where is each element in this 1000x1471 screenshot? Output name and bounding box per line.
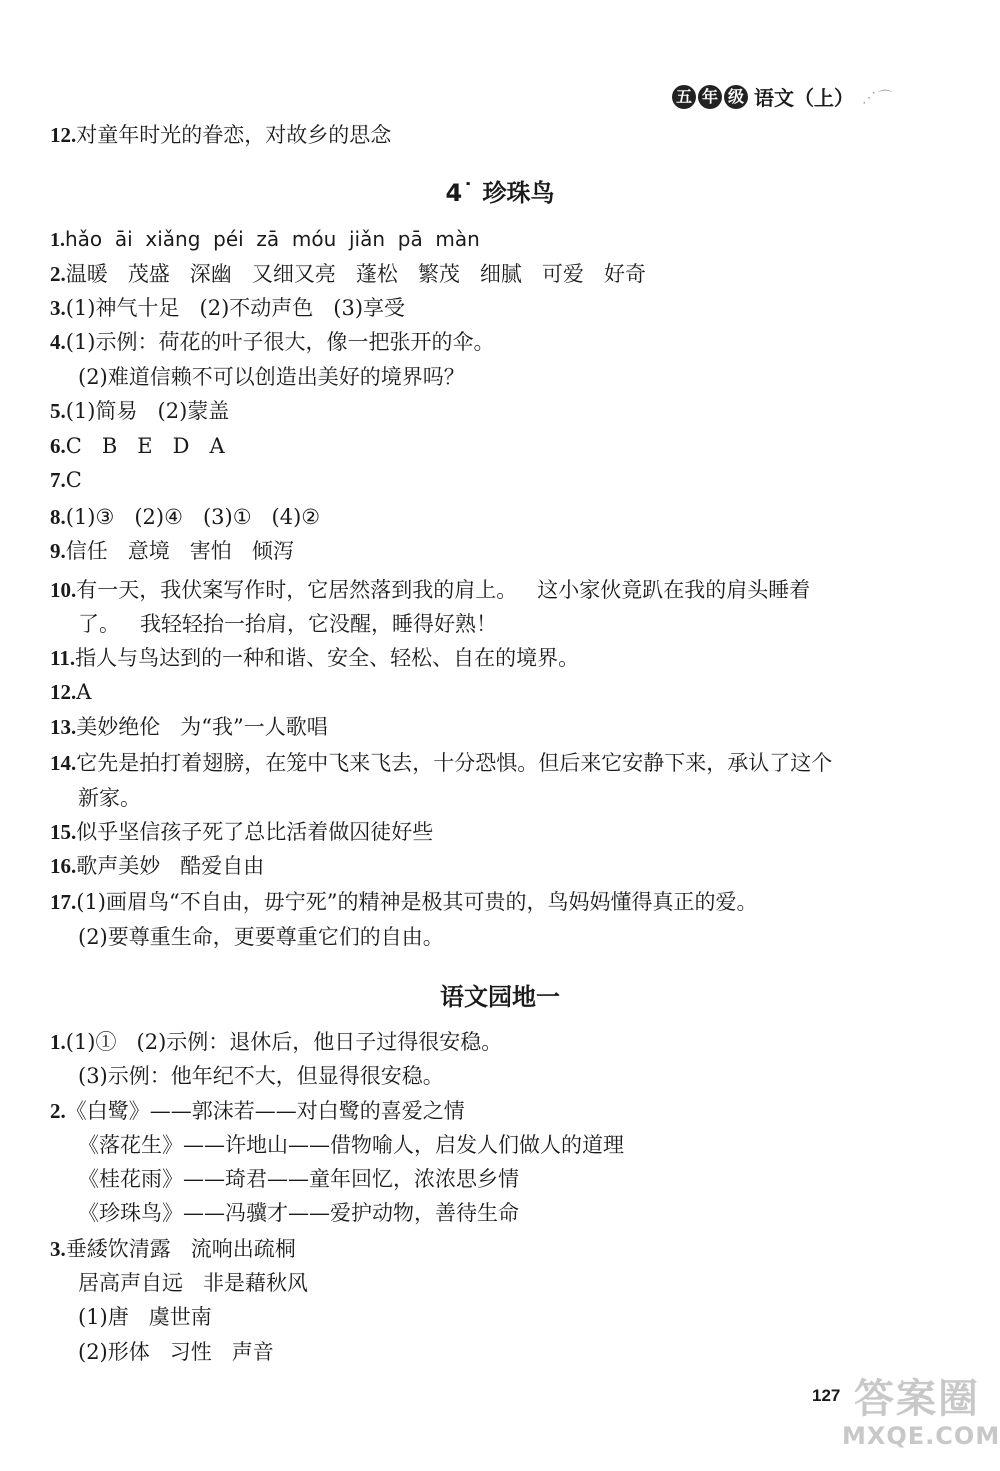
answer-line: [50, 712, 328, 742]
answer-line: [78, 1337, 274, 1367]
item-text: (2)形体 习性 声音: [78, 1340, 274, 1364]
answer-line: [78, 1130, 624, 1160]
item-number: 13.: [50, 715, 77, 739]
item-number: 7.: [50, 468, 66, 492]
answer-line: [78, 1061, 444, 1091]
item-text: (3)示例：他年纪不大，但显得很安稳。: [78, 1064, 444, 1088]
item-text: 似乎坚信孩子死了总比活着做囚徒好些: [76, 820, 434, 844]
intro-answer-line: [50, 120, 391, 150]
answer-line: [50, 575, 810, 605]
item-number: 17.: [50, 890, 77, 914]
item-text: (1)③ (2)④ (3)① (4)②: [65, 505, 321, 529]
item-text: 美妙绝伦 为“我”一人歌唱: [76, 715, 328, 739]
answer-line: [50, 1234, 296, 1264]
answer-line: [50, 677, 91, 707]
item-number: 2.: [50, 262, 66, 286]
item-text: (1)神气十足 (2)不动声色 (3)享受: [65, 296, 406, 320]
answer-line: [50, 536, 294, 566]
grade-char: 年: [698, 85, 722, 109]
item-text: A: [76, 680, 92, 704]
answer-line: [50, 748, 832, 778]
item-text: 居高声自远 非是藉秋风: [78, 1271, 309, 1295]
item-text: (1)画眉鸟“不自由，毋宁死”的精神是极其可贵的，鸟妈妈懂得真正的爱。: [76, 890, 758, 914]
item-text: 温暖 茂盛 深幽 又细又亮 蓬松 繁茂 细腻 可爱 好奇: [65, 262, 646, 286]
item-text: (2)难道信赖不可以创造出美好的境界吗？: [78, 365, 465, 389]
item-number: 14.: [50, 751, 77, 775]
item-number: 2.: [50, 1099, 66, 1123]
answer-line: [50, 259, 646, 289]
item-number: 5.: [50, 399, 66, 423]
item-text: (1)示例：荷花的叶子很大，像一把张开的伞。: [65, 330, 495, 354]
grade-char: 级: [724, 85, 748, 109]
answer-line: [78, 922, 444, 952]
item-text: 对童年时光的眷恋，对故乡的思念: [76, 123, 392, 147]
answer-line: [50, 851, 264, 881]
section-title-yuwenyuandi: 语文园地一: [440, 983, 560, 1011]
item-text: 《珍珠鸟》——冯骥才——爱护动物，善待生命: [78, 1201, 519, 1225]
answer-line: [50, 817, 433, 847]
item-text: (1)简易 (2)蒙盖: [65, 399, 230, 423]
answer-line: [78, 1268, 308, 1298]
answer-line: [50, 293, 405, 323]
item-number: 1.: [50, 1030, 66, 1054]
answer-line: [50, 1096, 465, 1126]
item-number: 12.: [50, 680, 77, 704]
item-number: 4.: [50, 330, 66, 354]
item-text: 信任 意境 害怕 倾泻: [65, 539, 294, 563]
item-number: 11.: [50, 646, 76, 670]
item-number: 15.: [50, 820, 77, 844]
answer-line: [50, 1027, 502, 1057]
page-number: 127: [812, 1386, 841, 1405]
item-text: hǎo āi xiǎng péi zā móu jiǎn pā màn: [65, 227, 480, 251]
item-text: 《白鹭》——郭沫若——对白鹭的喜爱之情: [65, 1099, 465, 1123]
item-number: 16.: [50, 854, 77, 878]
answer-line: [78, 1302, 212, 1332]
answer-line: [78, 362, 465, 392]
grade-char: 五: [672, 85, 696, 109]
answer-line: [50, 224, 480, 254]
item-text: (1)唐 虞世南: [78, 1305, 212, 1329]
item-text: 《落花生》——许地山——借物喻人，启发人们做人的道理: [78, 1133, 624, 1157]
item-text: C B E D A: [65, 434, 225, 458]
item-text: 《桂花雨》——琦君——童年回忆，浓浓思乡情: [78, 1167, 519, 1191]
item-number: 12.: [50, 123, 77, 147]
answer-line: [50, 396, 229, 426]
item-number: 3.: [50, 296, 66, 320]
item-text: 有一天，我伏案写作时，它居然落到我的肩上。 这小家伙竟趴在我的肩头睡着: [76, 578, 811, 602]
watermark-logo-text: 答案圈: [854, 1376, 980, 1422]
item-text: 了。 我轻轻抬一抬肩，它没醒，睡得好熟！: [78, 612, 498, 636]
item-number: 10.: [50, 578, 77, 602]
answer-line: [50, 643, 579, 673]
answer-line: [78, 609, 497, 639]
item-text: C: [65, 468, 82, 492]
item-number: 6.: [50, 434, 66, 458]
item-text: 指人与鸟达到的一种和谐、安全、轻松、自在的境界。: [75, 646, 580, 670]
decoration-flourish: ⋰⌒: [862, 89, 894, 106]
watermark-url: MXQE.COM: [842, 1422, 1000, 1450]
watermark: [842, 1376, 1000, 1450]
item-number: 3.: [50, 1237, 66, 1261]
item-text: 歌声美妙 酷爱自由: [76, 854, 265, 878]
item-text: 垂緌饮清露 流响出疏桐: [65, 1237, 296, 1261]
answer-line: [50, 327, 495, 357]
item-number: 8.: [50, 505, 66, 529]
answer-line: [50, 887, 757, 917]
item-text: (1)① (2)示例：退休后，他日子过得很安稳。: [65, 1030, 503, 1054]
item-number: 9.: [50, 539, 66, 563]
answer-line: [78, 1198, 519, 1228]
answer-line: [78, 1164, 519, 1194]
subject-label: 语文（上）: [754, 86, 854, 110]
answer-line: [50, 465, 82, 495]
answer-line: [50, 502, 320, 532]
header-badge: [672, 82, 894, 111]
item-text: (2)要尊重生命，更要尊重它们的自由。: [78, 925, 444, 949]
section-title-zhenzhuniao: 4˙ 珍珠鸟: [445, 179, 555, 207]
item-number: 1.: [50, 229, 65, 251]
item-text: 它先是拍打着翅膀，在笼中飞来飞去，十分恐惧。但后来它安静下来，承认了这个: [76, 751, 833, 775]
answer-line: [78, 783, 141, 813]
answer-line: [50, 431, 225, 461]
item-text: 新家。: [78, 786, 141, 810]
